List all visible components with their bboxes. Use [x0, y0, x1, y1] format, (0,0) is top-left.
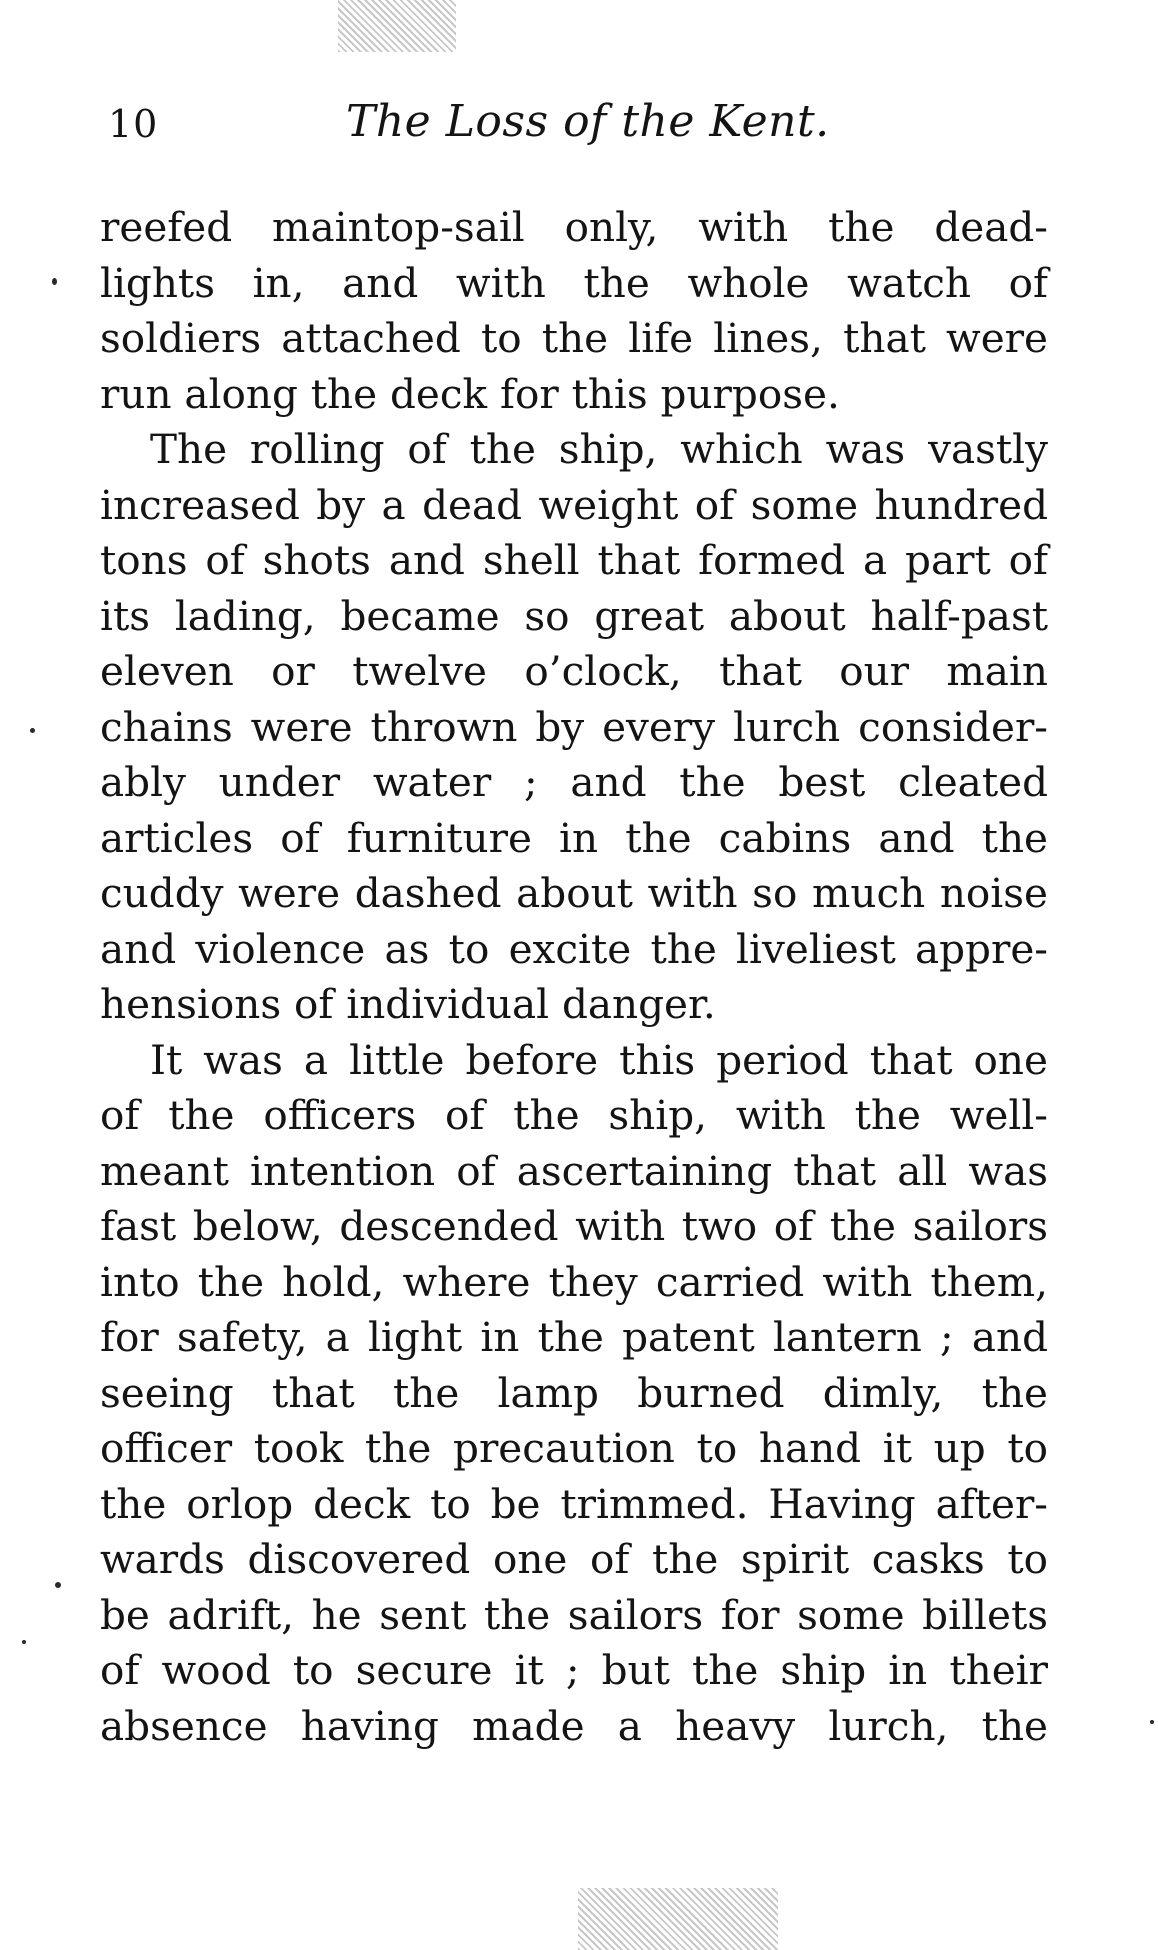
scan-speck	[55, 1582, 61, 1588]
text-line: of the officers of the ship, with the well-	[100, 1091, 1048, 1139]
text-line: seeing that the lamp burned dimly, the	[100, 1368, 1048, 1417]
text-line: chains were thrown by every lurch consider-	[100, 702, 1048, 751]
text-line: be adrift, he sent the sailors for some billets	[100, 1590, 1048, 1639]
text-line: reefed maintop-sail only, with the dead-	[100, 203, 1048, 251]
text-line: for safety, a light in the patent lantern ; and	[100, 1313, 1048, 1361]
page-header	[100, 96, 1060, 166]
text-line: fast below, descended with two of the sailors	[100, 1202, 1048, 1250]
text-line: articles of furniture in the cabins and the	[100, 813, 1048, 862]
text-line: The rolling of the ship, which was vastly	[150, 425, 1048, 473]
text-line: eleven or twelve o’clock, that our main	[100, 647, 1048, 695]
text-line: ably under water ; and the best cleated	[100, 758, 1048, 806]
text-line: officer took the precaution to hand it up to	[100, 1424, 1048, 1472]
paragraph	[100, 1033, 1048, 1755]
text-line: increased by a dead weight of some hundred	[100, 480, 1048, 529]
text-line: soldiers attached to the life lines, that were	[100, 314, 1048, 362]
text-line: cuddy were dashed about with so much noise	[100, 869, 1048, 917]
paragraph	[100, 200, 1048, 422]
text-line: tons of shots and shell that formed a part of	[100, 536, 1048, 584]
scan-speck	[30, 728, 35, 733]
scan-speck	[22, 1640, 26, 1644]
text-line: into the hold, where they carried with them,	[100, 1257, 1048, 1306]
text-line: absence having made a heavy lurch, the	[100, 1701, 1048, 1750]
paragraph	[100, 422, 1048, 1033]
page-number: 10	[108, 102, 159, 146]
text-line: meant intention of ascertaining that all was	[100, 1146, 1048, 1195]
text-line: the orlop deck to be trimmed. Having after-	[100, 1479, 1048, 1528]
scan-smudge-bottom	[578, 1888, 778, 1950]
scan-smudge-top	[338, 0, 456, 52]
body-text	[100, 200, 1048, 1754]
text-line: wards discovered one of the spirit casks to	[100, 1535, 1048, 1583]
running-title: The Loss of the Kent.	[346, 96, 830, 147]
text-line: It was a little before this period that one	[150, 1035, 1048, 1084]
scan-speck	[1150, 1720, 1154, 1724]
text-line: and violence as to excite the liveliest appre-	[100, 924, 1048, 973]
text-line: of wood to secure it ; but the ship in their	[100, 1646, 1048, 1694]
scan-speck	[52, 278, 57, 285]
text-line: lights in, and with the whole watch of	[100, 258, 1048, 307]
text-line: its lading, became so great about half-past	[100, 591, 1048, 640]
text-line: hensions of individual danger.	[100, 980, 716, 1028]
text-line: run along the deck for this purpose.	[100, 369, 840, 418]
